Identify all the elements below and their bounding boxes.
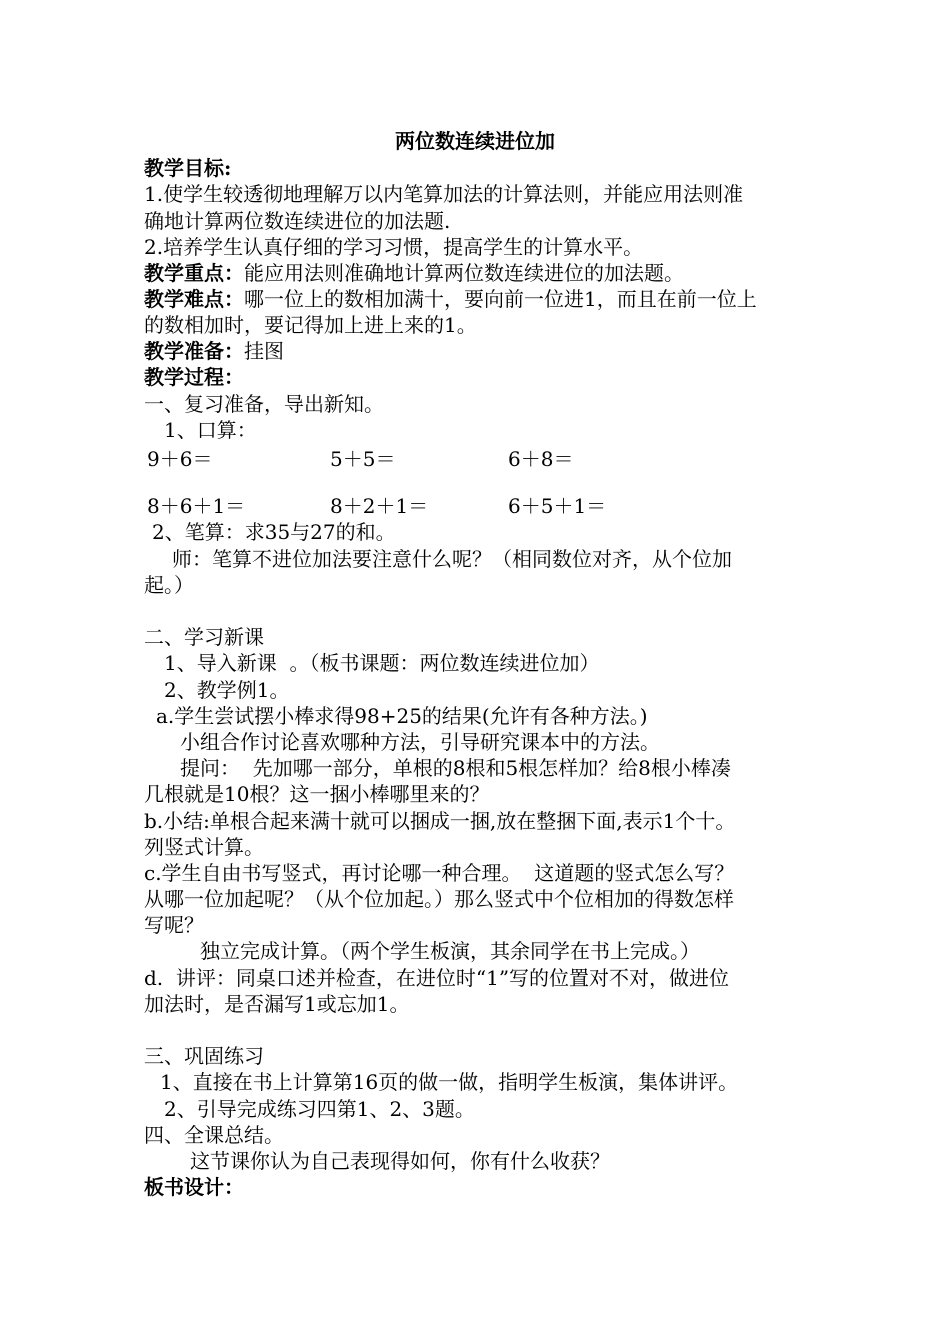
step-d-line-1: d. 讲评：同桌口述并检查，在进位时“1”写的位置对不对，做进位 — [144, 966, 730, 990]
process-heading: 教学过程： — [144, 365, 244, 389]
document-title: 两位数连续进位加 — [395, 129, 555, 153]
step-c-line-2: 从哪一位加起呢？（从个位加起。）那么竖式中个位相加的得数怎样 — [144, 887, 734, 911]
intro-new-lesson: 1、导入新课 。（板书课题：两位数连续进位加） — [164, 651, 600, 675]
key-point-text: 能应用法则准确地计算两位数连续进位的加法题。 — [244, 261, 684, 285]
summary-text: 这节课你认为自己表现得如何，你有什么收获？ — [190, 1149, 610, 1173]
preparation — [144, 338, 284, 364]
part1-heading: 一、复习准备，导出新知。 — [144, 392, 384, 416]
question-line-1: 提问： 先加哪一部分，单根的8根和5根怎样加？给8根小棒凑 — [180, 756, 731, 780]
objective-2: 2.培养学生认真仔细的学习习惯，提高学生的计算水平。 — [144, 235, 644, 259]
part2-heading: 二、学习新课 — [144, 625, 264, 649]
difficulty-line-2: 的数相加时，要记得加上进上来的1。 — [144, 313, 477, 337]
difficulty-text: 哪一位上的数相加满十，要向前一位进1，而且在前一位上 — [244, 287, 757, 311]
step-d-line-2: 加法时，是否漏写1或忘加1。 — [144, 992, 410, 1016]
step-c-line-1: c.学生自由书写竖式，再讨论哪一种合理。 这道题的竖式怎么写？ — [144, 861, 735, 885]
step-a: a.学生尝试摆小棒求得98+25的结果(允许有各种方法。) — [156, 704, 648, 728]
oral-row-1 — [0, 446, 950, 472]
step-b-line-1: b.小结:单根合起来满十就可以捆成一捆,放在整捆下面,表示1个十。 — [144, 809, 736, 833]
board-design-heading: 板书设计： — [144, 1175, 244, 1199]
difficulty-label: 教学难点： — [144, 287, 244, 311]
practice-item-2: 2、引导完成练习四第1、2、3题。 — [164, 1097, 475, 1121]
objective-1-line-1: 1.使学生较透彻地理解万以内笔算加法的计算法则，并能应用法则准 — [144, 182, 744, 206]
oral-label: 1、口算： — [164, 418, 257, 442]
oral-problem: 9＋6＝ — [147, 447, 213, 471]
question-line-2: 几根就是10根？这一捆小棒哪里来的？ — [144, 782, 490, 806]
objective-1-line-2: 确地计算两位数连续进位的加法题. — [144, 209, 451, 233]
oral-problem: 8＋6＋1＝ — [147, 494, 246, 518]
oral-problem: 6＋5＋1＝ — [508, 494, 607, 518]
oral-problem: 8＋2＋1＝ — [330, 494, 429, 518]
teacher-prompt-line-1: 师：笔算不进位加法要注意什么呢？（相同数位对齐，从个位加 — [172, 547, 732, 571]
difficulty-line-1 — [144, 286, 757, 312]
part4-heading: 四、全课总结。 — [144, 1123, 284, 1147]
preparation-label: 教学准备： — [144, 339, 244, 363]
teacher-prompt-line-2: 起。） — [144, 573, 194, 597]
independent-work: 独立完成计算。（两个学生板演，其余同学在书上完成。） — [200, 939, 700, 963]
key-point — [144, 260, 684, 286]
written-calculation: 2、笔算：求35与27的和。 — [152, 520, 396, 544]
group-discussion: 小组合作讨论喜欢哪种方法，引导研究课本中的方法。 — [180, 730, 660, 754]
oral-problem: 6＋8＝ — [508, 447, 574, 471]
oral-row-2 — [0, 493, 950, 519]
practice-item-1: 1、直接在书上计算第16页的做一做，指明学生板演，集体讲评。 — [160, 1070, 739, 1094]
oral-problem: 5＋5＝ — [330, 447, 396, 471]
key-point-label: 教学重点： — [144, 261, 244, 285]
step-c-line-3: 写呢？ — [144, 913, 204, 937]
part3-heading: 三、巩固练习 — [144, 1044, 264, 1068]
example-1: 2、教学例1。 — [164, 678, 290, 702]
objectives-heading: 教学目标: — [144, 156, 232, 180]
step-b-line-2: 列竖式计算。 — [144, 835, 264, 859]
preparation-text: 挂图 — [244, 339, 284, 363]
